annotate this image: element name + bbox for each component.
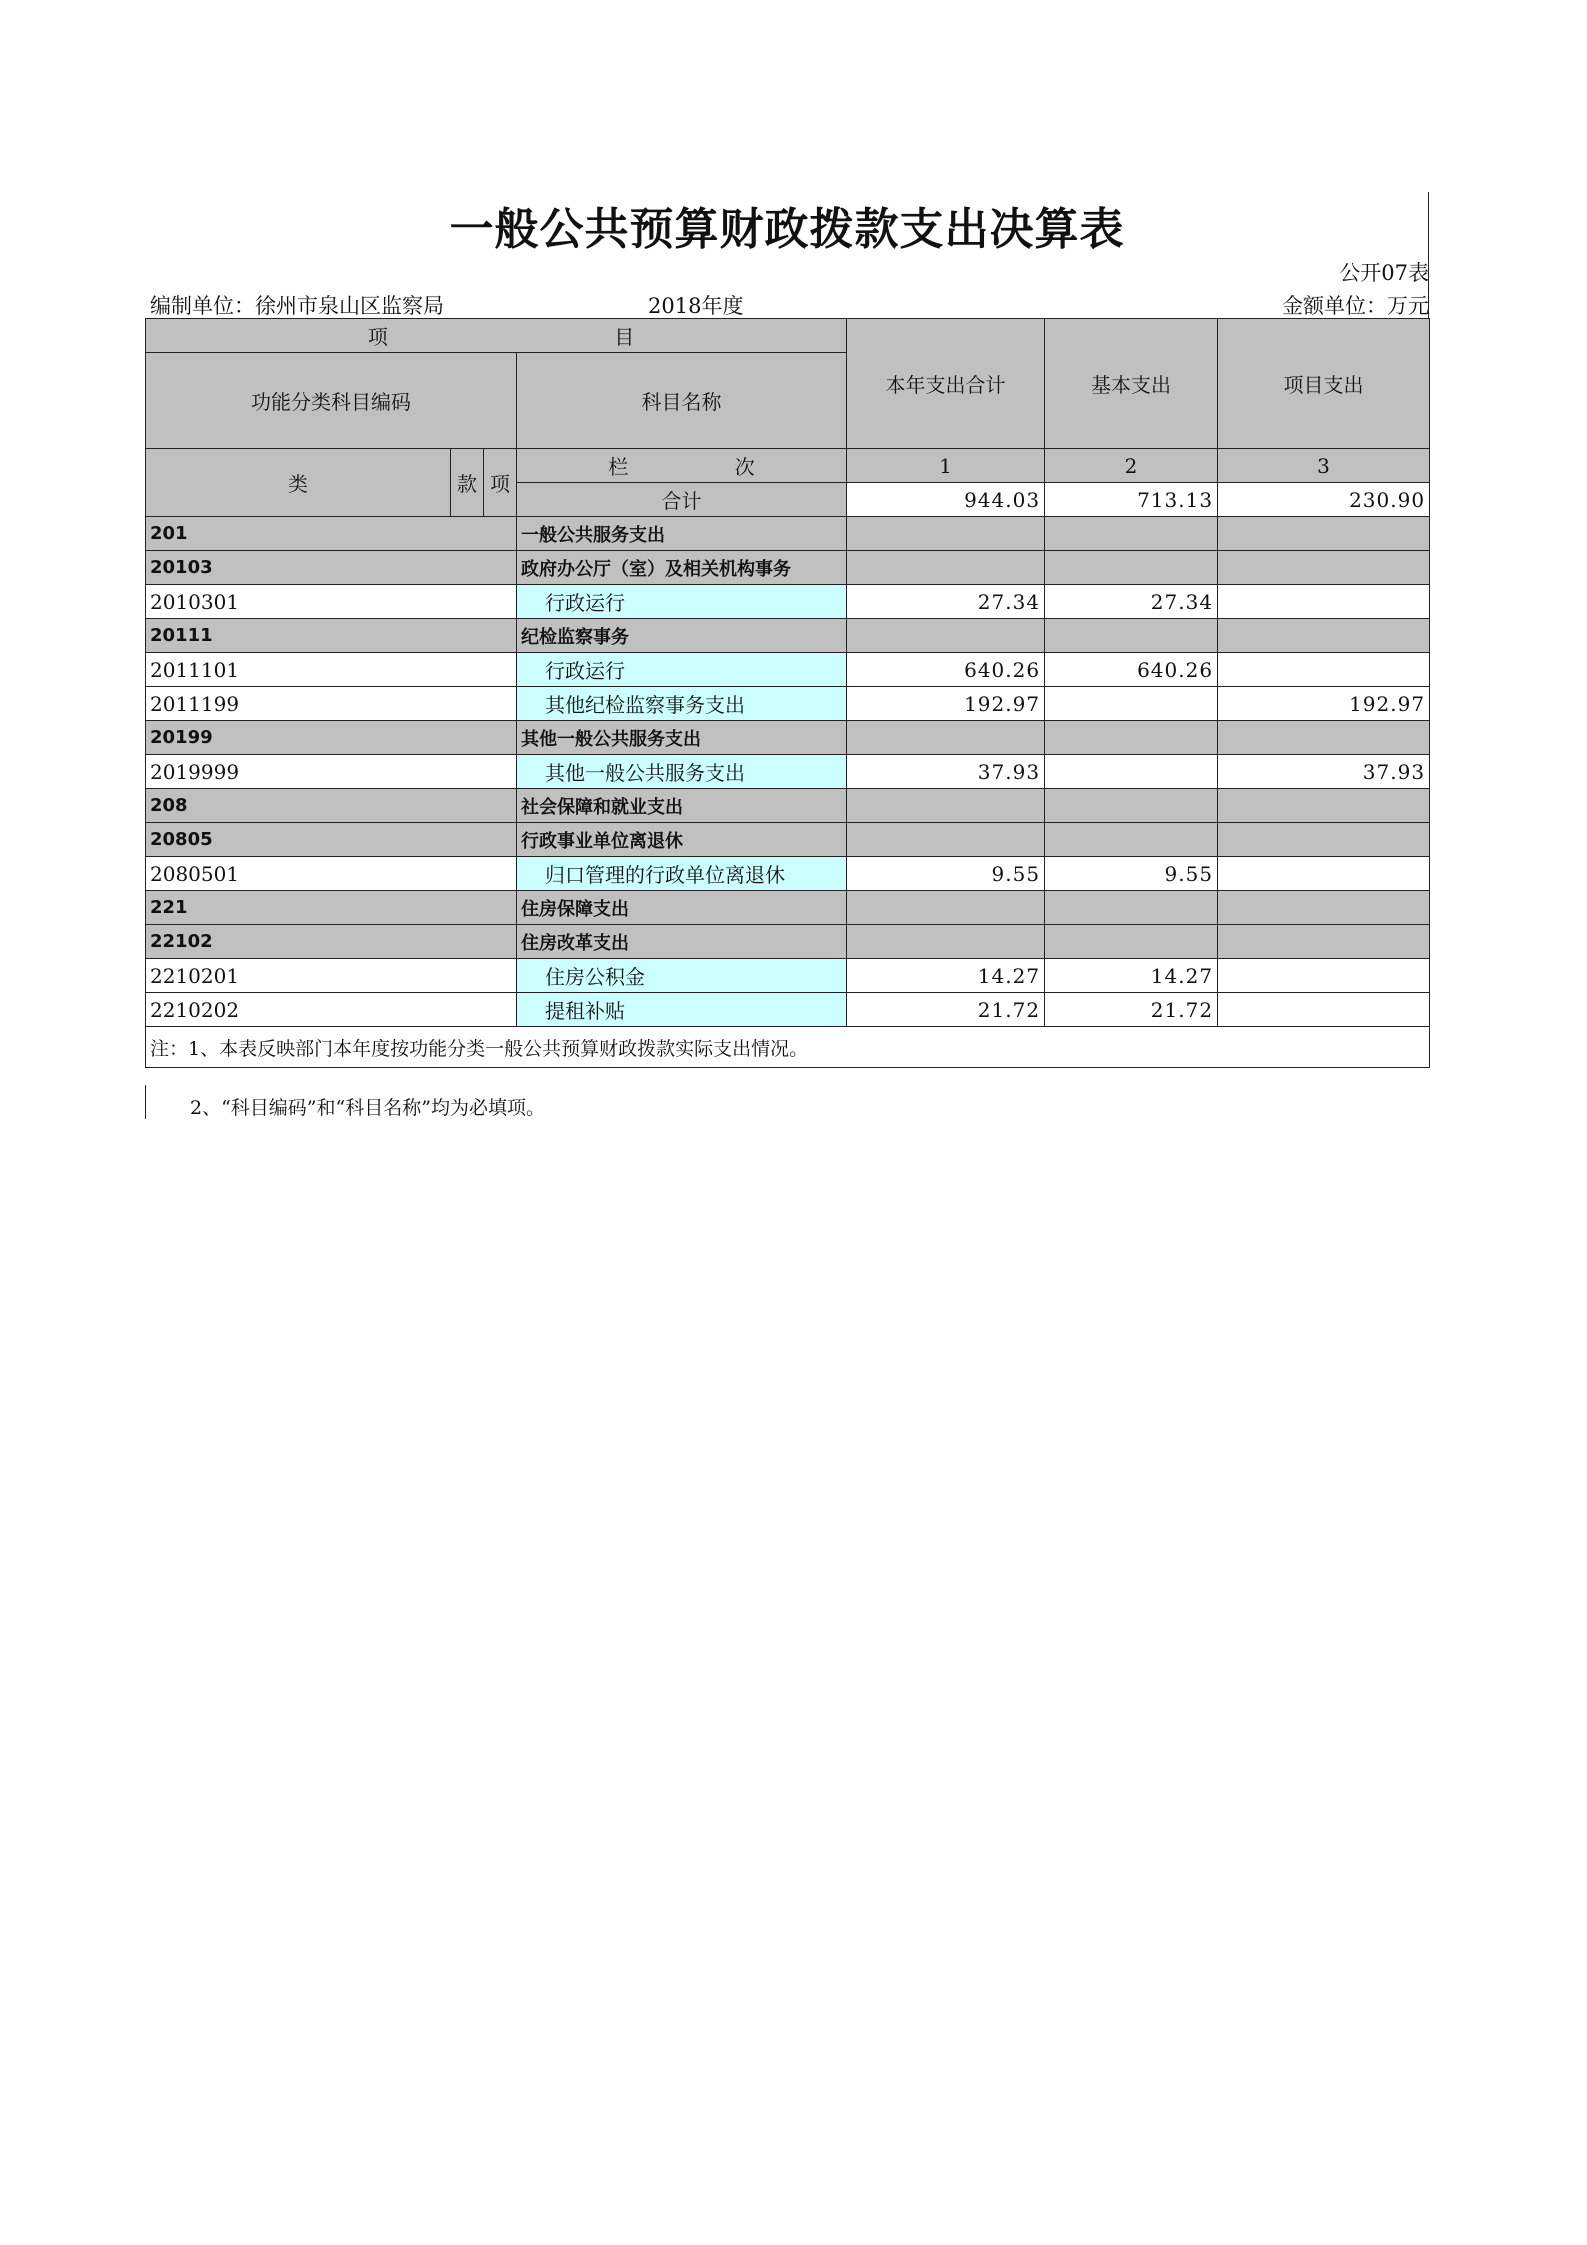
row-project <box>1218 823 1430 857</box>
row-name: 其他一般公共服务支出 <box>517 755 847 789</box>
header-code: 功能分类科目编码 <box>146 353 517 449</box>
table-row <box>146 619 1430 653</box>
header-row-1 <box>146 319 1430 353</box>
form-number: 公开07表 <box>1339 261 1429 285</box>
row-name: 行政运行 <box>517 653 847 687</box>
row-project <box>1218 619 1430 653</box>
row-total: 27.34 <box>847 585 1045 619</box>
row-name: 政府办公厅（室）及相关机构事务 <box>517 551 847 585</box>
header-lanci <box>517 449 847 483</box>
row-name: 社会保障和就业支出 <box>517 789 847 823</box>
row-code: 2011199 <box>146 687 517 721</box>
row-basic <box>1045 823 1218 857</box>
total-basic: 713.13 <box>1045 483 1218 517</box>
row-name: 住房公积金 <box>517 959 847 993</box>
row-total <box>847 823 1045 857</box>
table-row <box>146 585 1430 619</box>
row-code: 22102 <box>146 925 517 959</box>
row-code: 2080501 <box>146 857 517 891</box>
row-code: 2210201 <box>146 959 517 993</box>
row-project <box>1218 891 1430 925</box>
header-xiang2: 项 <box>484 449 517 517</box>
row-name: 行政事业单位离退休 <box>517 823 847 857</box>
vertical-rule-bottom <box>145 1085 146 1119</box>
row-project <box>1218 789 1430 823</box>
row-total: 640.26 <box>847 653 1045 687</box>
row-basic <box>1045 721 1218 755</box>
row-total <box>847 891 1045 925</box>
header-col1: 1 <box>847 449 1045 483</box>
header-row-3 <box>146 449 1430 483</box>
row-name: 住房改革支出 <box>517 925 847 959</box>
row-code: 20805 <box>146 823 517 857</box>
row-basic <box>1045 891 1218 925</box>
row-code: 208 <box>146 789 517 823</box>
header-ci: 次 <box>734 455 755 479</box>
row-basic: 21.72 <box>1045 993 1218 1027</box>
row-total <box>847 925 1045 959</box>
table-row <box>146 551 1430 585</box>
row-name: 其他纪检监察事务支出 <box>517 687 847 721</box>
row-code: 221 <box>146 891 517 925</box>
header-kuan: 款 <box>451 449 484 517</box>
note-2: 2、“科目编码”和“科目名称”均为必填项。 <box>190 1097 545 1119</box>
row-code: 20103 <box>146 551 517 585</box>
org-label: 编制单位：徐州市泉山区监察局 <box>150 294 444 318</box>
header-xiang: 项 <box>367 325 388 349</box>
row-total: 37.93 <box>847 755 1045 789</box>
row-name: 提租补贴 <box>517 993 847 1027</box>
table-row <box>146 993 1430 1027</box>
row-basic <box>1045 619 1218 653</box>
table-row <box>146 891 1430 925</box>
row-code: 201 <box>146 517 517 551</box>
header-col2: 2 <box>1045 449 1218 483</box>
row-code: 2010301 <box>146 585 517 619</box>
row-project <box>1218 925 1430 959</box>
header-project: 项目支出 <box>1218 319 1430 449</box>
table-row <box>146 823 1430 857</box>
row-code: 2210202 <box>146 993 517 1027</box>
row-name: 归口管理的行政单位离退休 <box>517 857 847 891</box>
table-row <box>146 755 1430 789</box>
table-row <box>146 517 1430 551</box>
row-code: 2019999 <box>146 755 517 789</box>
row-code: 20199 <box>146 721 517 755</box>
table-row <box>146 857 1430 891</box>
row-project <box>1218 517 1430 551</box>
row-basic <box>1045 687 1218 721</box>
row-code: 2011101 <box>146 653 517 687</box>
unit-label: 金额单位：万元 <box>1282 294 1429 318</box>
row-total: 192.97 <box>847 687 1045 721</box>
row-project <box>1218 721 1430 755</box>
header-lan: 栏 <box>608 455 629 479</box>
row-project <box>1218 993 1430 1027</box>
year-label: 2018年度 <box>648 294 744 318</box>
table-row <box>146 687 1430 721</box>
row-basic: 14.27 <box>1045 959 1218 993</box>
row-project <box>1218 653 1430 687</box>
row-total <box>847 517 1045 551</box>
row-project <box>1218 585 1430 619</box>
table-row <box>146 925 1430 959</box>
header-lei: 类 <box>146 449 451 517</box>
row-basic <box>1045 789 1218 823</box>
page-title: 一般公共预算财政拨款支出决算表 <box>449 204 1125 255</box>
expenditure-table <box>145 318 1430 1068</box>
meta-row <box>150 290 1429 318</box>
table-row <box>146 789 1430 823</box>
row-basic: 640.26 <box>1045 653 1218 687</box>
note-row <box>146 1027 1430 1068</box>
row-total <box>847 551 1045 585</box>
header-basic: 基本支出 <box>1045 319 1218 449</box>
table-row <box>146 653 1430 687</box>
row-total <box>847 721 1045 755</box>
table-row <box>146 959 1430 993</box>
header-name: 科目名称 <box>517 353 847 449</box>
row-name: 一般公共服务支出 <box>517 517 847 551</box>
row-project <box>1218 959 1430 993</box>
header-mu: 目 <box>614 325 635 349</box>
header-xiangmu <box>146 319 847 353</box>
row-basic: 27.34 <box>1045 585 1218 619</box>
header-col3: 3 <box>1218 449 1430 483</box>
row-project: 37.93 <box>1218 755 1430 789</box>
row-total: 21.72 <box>847 993 1045 1027</box>
row-basic <box>1045 925 1218 959</box>
row-project <box>1218 551 1430 585</box>
row-name: 行政运行 <box>517 585 847 619</box>
row-total: 9.55 <box>847 857 1045 891</box>
row-total <box>847 789 1045 823</box>
total-project: 230.90 <box>1218 483 1430 517</box>
header-total: 本年支出合计 <box>847 319 1045 449</box>
table-row <box>146 721 1430 755</box>
row-basic <box>1045 755 1218 789</box>
row-project <box>1218 857 1430 891</box>
note-1: 注：1、本表反映部门本年度按功能分类一般公共预算财政拨款实际支出情况。 <box>146 1027 1430 1068</box>
row-project: 192.97 <box>1218 687 1430 721</box>
total-amount: 944.03 <box>847 483 1045 517</box>
total-label: 合计 <box>517 483 847 517</box>
row-code: 20111 <box>146 619 517 653</box>
row-total: 14.27 <box>847 959 1045 993</box>
row-basic: 9.55 <box>1045 857 1218 891</box>
row-basic <box>1045 551 1218 585</box>
row-total <box>847 619 1045 653</box>
row-name: 住房保障支出 <box>517 891 847 925</box>
row-basic <box>1045 517 1218 551</box>
row-name: 纪检监察事务 <box>517 619 847 653</box>
row-name: 其他一般公共服务支出 <box>517 721 847 755</box>
